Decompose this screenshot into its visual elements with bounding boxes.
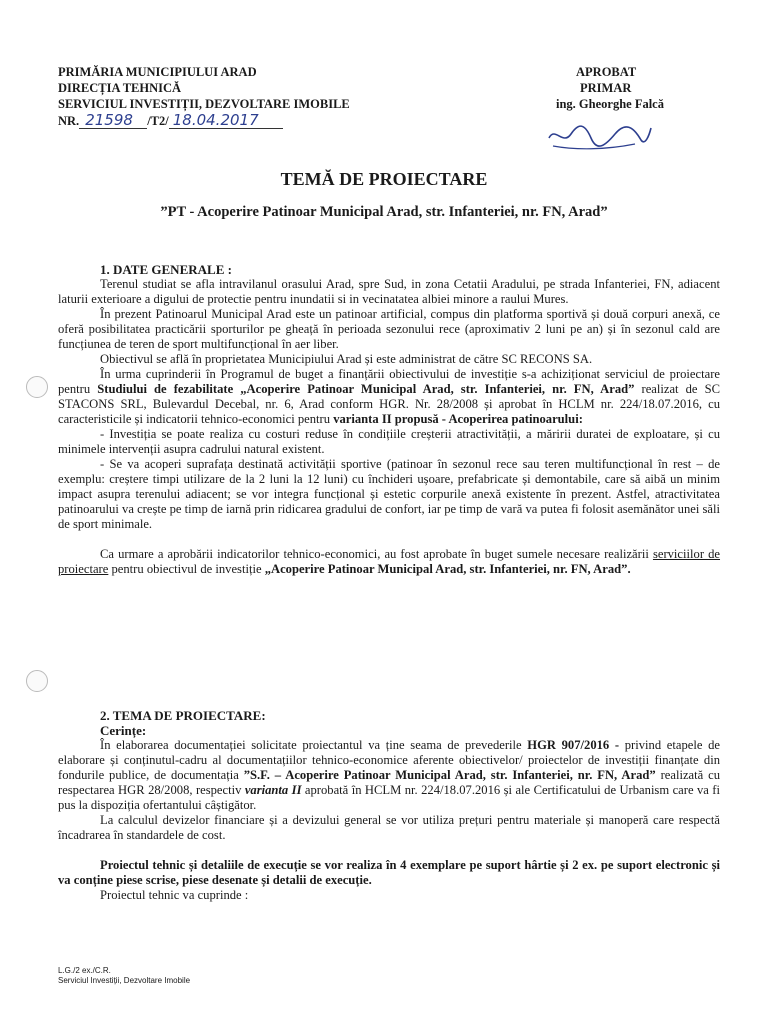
footer-line-1: L.G./2 ex./C.R. xyxy=(58,966,111,975)
issuer-block xyxy=(58,64,418,129)
text-run-bold: varianta II propusă - Acoperirea patinoarului: xyxy=(333,412,583,426)
paragraph: Proiectul tehnic și detaliile de execuție se vor realiza în 4 exemplare pe suport hârtie și 2 ex. pe suport electronic și va conține piese scrise, piese desenate și detalii de execuție. xyxy=(58,858,720,887)
paragraph: În prezent Patinoarul Municipal Arad este un patinoar artificial, compus din platforma sportivă și două corpuri anexă, ce oferă posibilitatea practicării sporturilor pe gheață în perioada sezonului rece (aproximativ 2 luni pe an) și în sezonul cald are funcțiunea de teren de sport multifuncțional în aer liber. xyxy=(58,307,720,351)
registration-number: 21598 xyxy=(79,112,147,129)
text-run-bold: Studiului de fezabilitate „Acoperire Patinoar Municipal Arad, str. Infanteriei, nr. FN, Arad” xyxy=(97,382,635,396)
approval-label: APROBAT xyxy=(576,65,637,79)
registration-number-line xyxy=(58,112,418,129)
section-design-theme xyxy=(58,708,720,903)
text-run: În elaborarea documentației solicitate proiectantul va ține seama de prevederile xyxy=(100,738,528,752)
text-run: Ca urmare a aprobării indicatorilor tehnico-economici, au fost aprobate în buget sumele necesare realizării xyxy=(100,547,653,561)
approver-title: PRIMAR xyxy=(580,81,632,95)
paragraph xyxy=(58,547,720,577)
text-run-bold: HGR 907/2016 - xyxy=(527,738,620,752)
footer xyxy=(58,966,190,986)
text-run: pentru obiectivul de investiție xyxy=(108,562,265,576)
paragraph: - Investiția se poate realiza cu costuri reduse în condițiile creșterii atractivității, a măririi duratei de exploatare, și cu minimele intervenții asupra cadrului natural existent. xyxy=(58,427,720,456)
text-run-bold-italic: varianta II xyxy=(244,783,302,797)
punch-hole xyxy=(26,670,48,692)
footer-line-2: Serviciul Investiții, Dezvoltare Imobile xyxy=(58,976,191,985)
paragraph: La calculul devizelor financiare și a devizului general se vor utiliza prețuri pentru materiale și manoperă care respectă încadrarea în standardele de cost. xyxy=(58,813,720,842)
text-run: aprobată în HCLM nr. 224/18.07.2016 și ale Certificatului de Urbanism care va fi pus la dispoziția ofertantului câștigător. xyxy=(58,783,720,812)
section-2-heading: 2. TEMA DE PROIECTARE: xyxy=(100,708,266,723)
registration-date: 18.04.2017 xyxy=(169,112,283,129)
paragraph xyxy=(58,367,720,427)
section-general xyxy=(58,262,720,577)
text-run-underlined: serviciilor de proiectare xyxy=(58,547,721,576)
requirements-label: Cerințe: xyxy=(100,723,147,738)
section-1-heading: 1. DATE GENERALE : xyxy=(100,262,232,277)
text-run-bold: „Acoperire Patinoar Municipal Arad, str. Infanteriei, nr. FN, Arad”. xyxy=(264,562,631,576)
paragraph: Terenul studiat se afla intravilanul orasului Arad, spre Sud, in zona Cetatii Aradului, pe strada Infanteriei, FN, adiacent laturii exterioare a digului de protectie pentru inundatii si in vecinatatea albiei minore a raului Mures. xyxy=(58,277,720,306)
document-subtitle: ”PT - Acoperire Patinoar Municipal Arad, str. Infanteriei, nr. FN, Arad” xyxy=(160,204,608,220)
text-run: În urma cuprinderii în Programul de buget a finanțării obiectivului de investiție s-a achiziționat serviciul de proiectare pentru xyxy=(58,367,720,396)
text-run: privind etapele de elaborare și conținutul-cadru al documentațiilor tehnico-economice aferente obiectivelor/ proiectelor de investiții finanțate din fondurile publice, de documentația xyxy=(58,738,720,782)
issuer-line-1: PRIMĂRIA MUNICIPIULUI ARAD xyxy=(58,65,257,79)
approval-block xyxy=(556,64,716,112)
nr-label: NR. xyxy=(58,114,80,128)
paragraph: - Se va acoperi suprafața destinată activității sportive (patinoar în sezonul rece sau teren multifuncțional în rest – de exemplu: creștere timpi utilizare de la 2 luni la 12 luni) cu închideri ușoare, prefabricate și demontabile, care să aibă un minim impact asupra terenului adiacent; se vor integra funcțional și estetic corpurile anexă existente în prezent. Astfel, atractivitatea patinoarului va crește pe timp de iarnă prin ridicarea gradului de confort, iar pe timp de vară va putea fi folosit asemănător unei săli de sport minimale. xyxy=(58,457,720,531)
text-run: realizat de SC STACONS SRL, Bulevardul Decebal, nr. 6, Arad conform HGR. Nr. 28/2008 și aprobat în HCLM nr. 224/18.07.2016, cu caracteristicile și indicatorii tehnico-economici pentru xyxy=(58,382,720,426)
paragraph: Proiectul tehnic va cuprinde : xyxy=(100,888,249,902)
paragraph xyxy=(58,738,720,813)
approver-name: ing. Gheorghe Falcă xyxy=(556,97,664,111)
punch-hole xyxy=(26,376,48,398)
t2-label: /T2/ xyxy=(147,114,169,128)
paragraph: Obiectivul se află în proprietatea Municipiului Arad și este administrat de către SC RECONS SA. xyxy=(100,352,593,366)
document-title: TEMĂ DE PROIECTARE xyxy=(280,169,488,189)
issuer-line-2: DIRECȚIA TEHNICĂ xyxy=(58,81,182,95)
signature-mark xyxy=(545,116,655,156)
text-run: realizată cu respectarea HGR 28/2008, respectiv xyxy=(58,768,721,797)
text-run-bold: ”S.F. – Acoperire Patinoar Municipal Arad, str. Infanteriei, nr. FN, Arad” xyxy=(243,768,656,782)
issuer-line-3: SERVICIUL INVESTIȚII, DEZVOLTARE IMOBILE xyxy=(58,97,350,111)
